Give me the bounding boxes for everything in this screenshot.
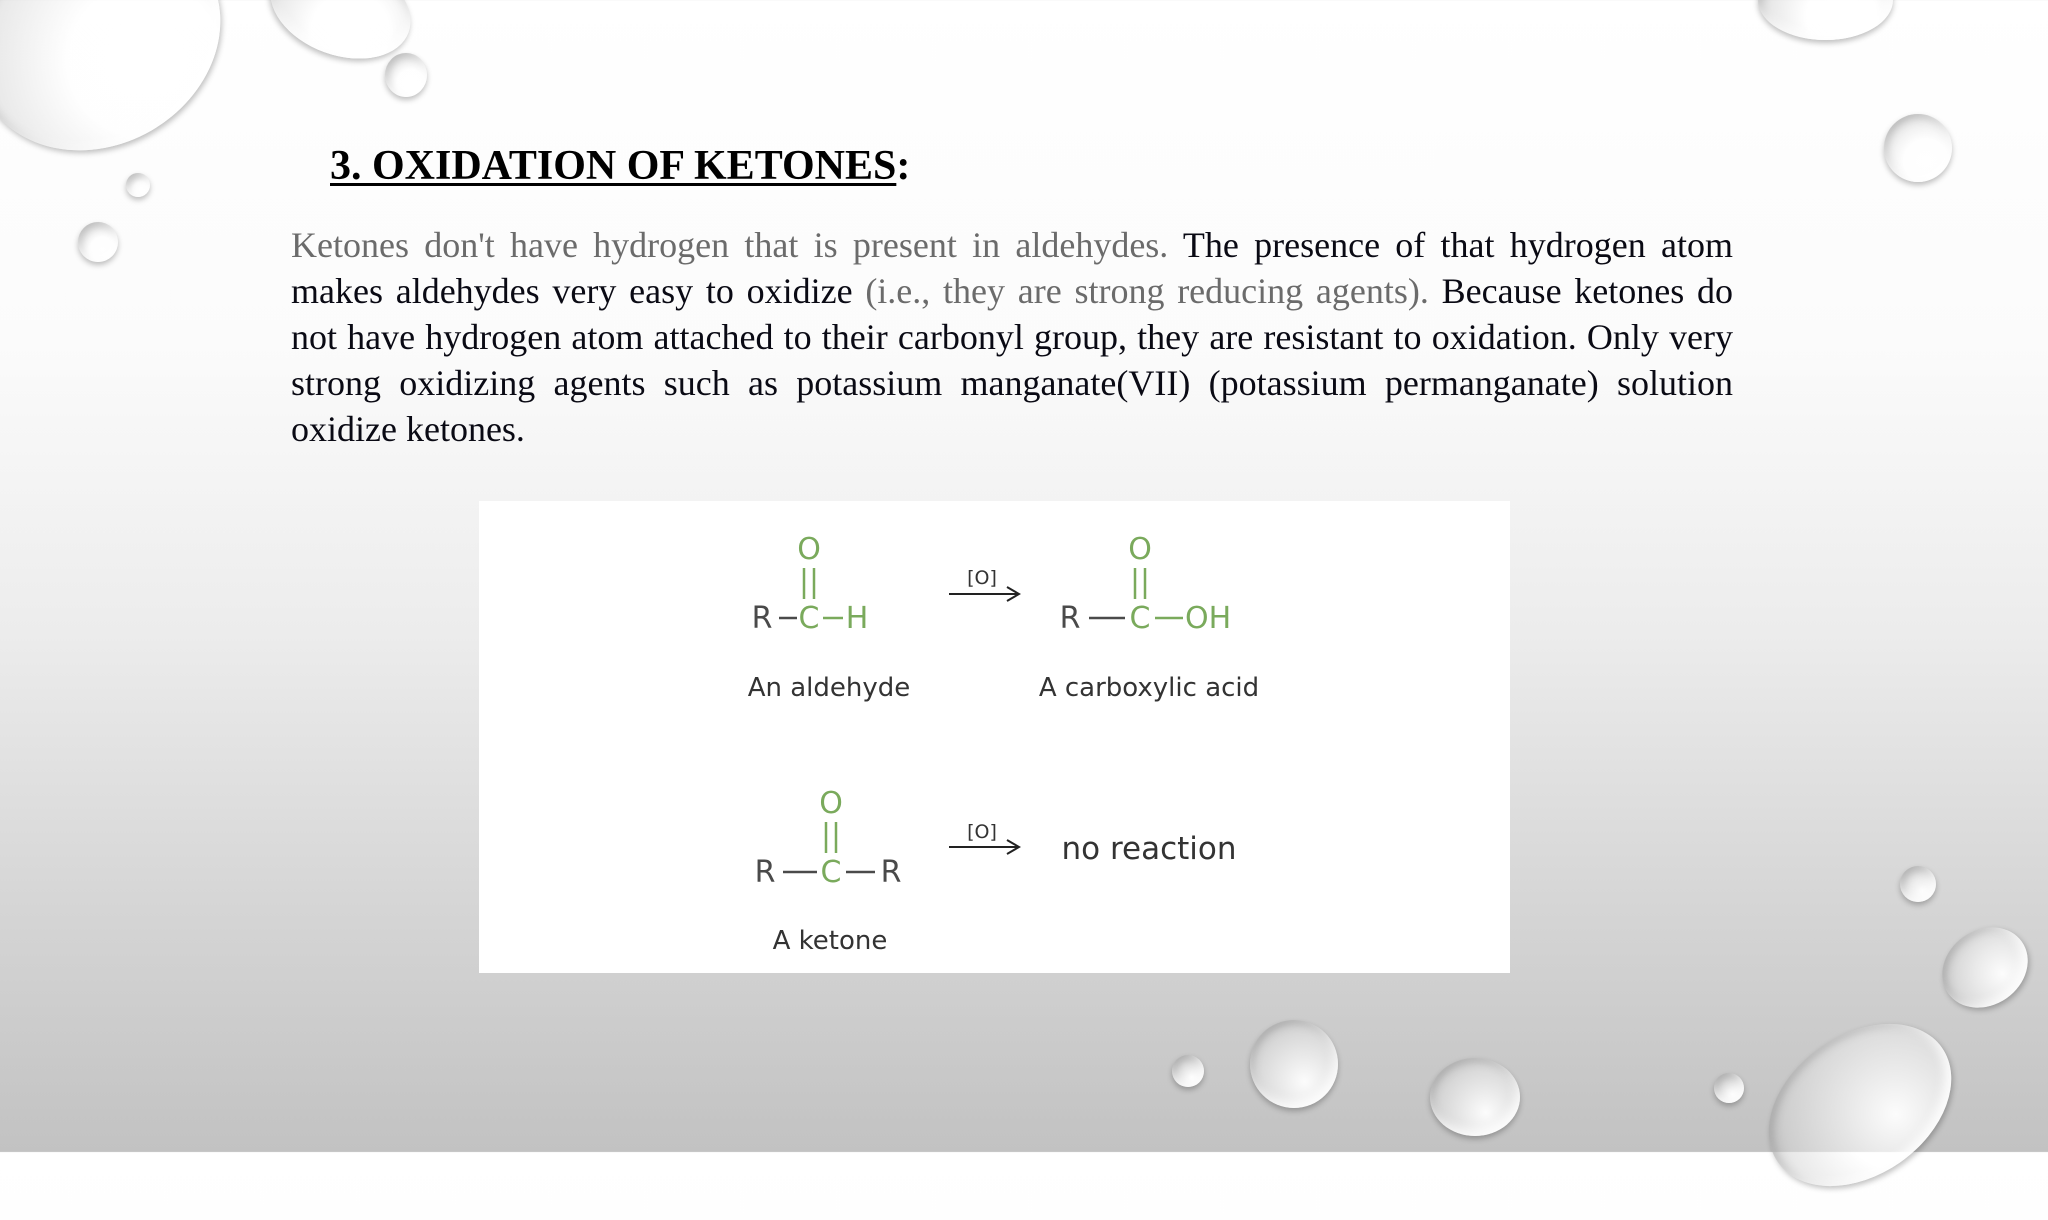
body-sentence-1: Ketones don't have hydrogen that is present in aldehydes.	[291, 225, 1169, 265]
slide-title-colon: :	[896, 143, 911, 189]
body-sentence-3: (i.e., they are strong reducing agents).	[865, 271, 1429, 311]
reaction1-arrow	[949, 567, 1019, 601]
droplet-bottom-2	[1172, 1055, 1204, 1087]
ketone-oxygen: O	[819, 786, 843, 821]
carboxylic-acid-label: A carboxylic acid	[1038, 673, 1260, 703]
slide-title	[330, 142, 910, 190]
reaction-figure	[479, 501, 1510, 973]
ketone-r-right: R	[880, 855, 902, 890]
aldehyde-carbon: C	[798, 601, 820, 636]
no-reaction-text: no reaction	[1061, 831, 1237, 867]
ketone-carbon: C	[820, 855, 842, 890]
aldehyde-structure	[748, 532, 911, 703]
acid-carbon: C	[1129, 601, 1151, 636]
carboxylic-acid-structure	[1039, 532, 1259, 703]
droplet-bottom-1	[1250, 1020, 1338, 1108]
droplet-bottom-right-small	[1714, 1073, 1744, 1103]
slide-title-text: 3. OXIDATION OF KETONES	[330, 143, 897, 189]
reaction-diagram	[479, 501, 1510, 973]
acid-hydroxyl: OH	[1185, 601, 1232, 636]
ketone-label: A ketone	[772, 926, 888, 956]
droplet-large-top-left	[0, 0, 262, 194]
droplet-bottom-right-large	[1738, 990, 1982, 1219]
droplet-small-1	[385, 53, 427, 97]
droplet-right-1	[1884, 114, 1952, 182]
droplet-small-2	[126, 173, 150, 197]
droplet-right-3	[1927, 911, 2044, 1024]
acid-r: R	[1059, 601, 1081, 636]
droplet-right-2	[1900, 866, 1936, 902]
aldehyde-hydrogen: H	[845, 601, 869, 636]
aldehyde-oxygen: O	[797, 532, 821, 567]
ketone-r-left: R	[754, 855, 776, 890]
droplet-bottom-3	[1430, 1058, 1520, 1136]
ketone-structure	[755, 786, 902, 956]
acid-oxygen: O	[1128, 532, 1152, 567]
droplet-small-3	[78, 222, 118, 262]
reaction2-oxidant-label: [O]	[967, 821, 997, 843]
aldehyde-r: R	[751, 601, 773, 636]
body-sentence-2: The presence of that hydrogen atom makes aldehydes very easy to oxidize	[291, 225, 1733, 311]
droplet-top-right	[1758, 0, 1893, 40]
body-paragraph	[291, 222, 1733, 452]
reaction2-arrow	[949, 821, 1019, 854]
aldehyde-label: An aldehyde	[747, 673, 911, 703]
body-sentence-4: Because ketones do not have hydrogen atom attached to their carbonyl group, they are resistant to oxidation. Only very strong oxidizing agents such as potassium manganate(VII) (potassium permanganate) solution oxidize ketones.	[291, 271, 1734, 449]
reaction1-oxidant-label: [O]	[967, 567, 997, 589]
